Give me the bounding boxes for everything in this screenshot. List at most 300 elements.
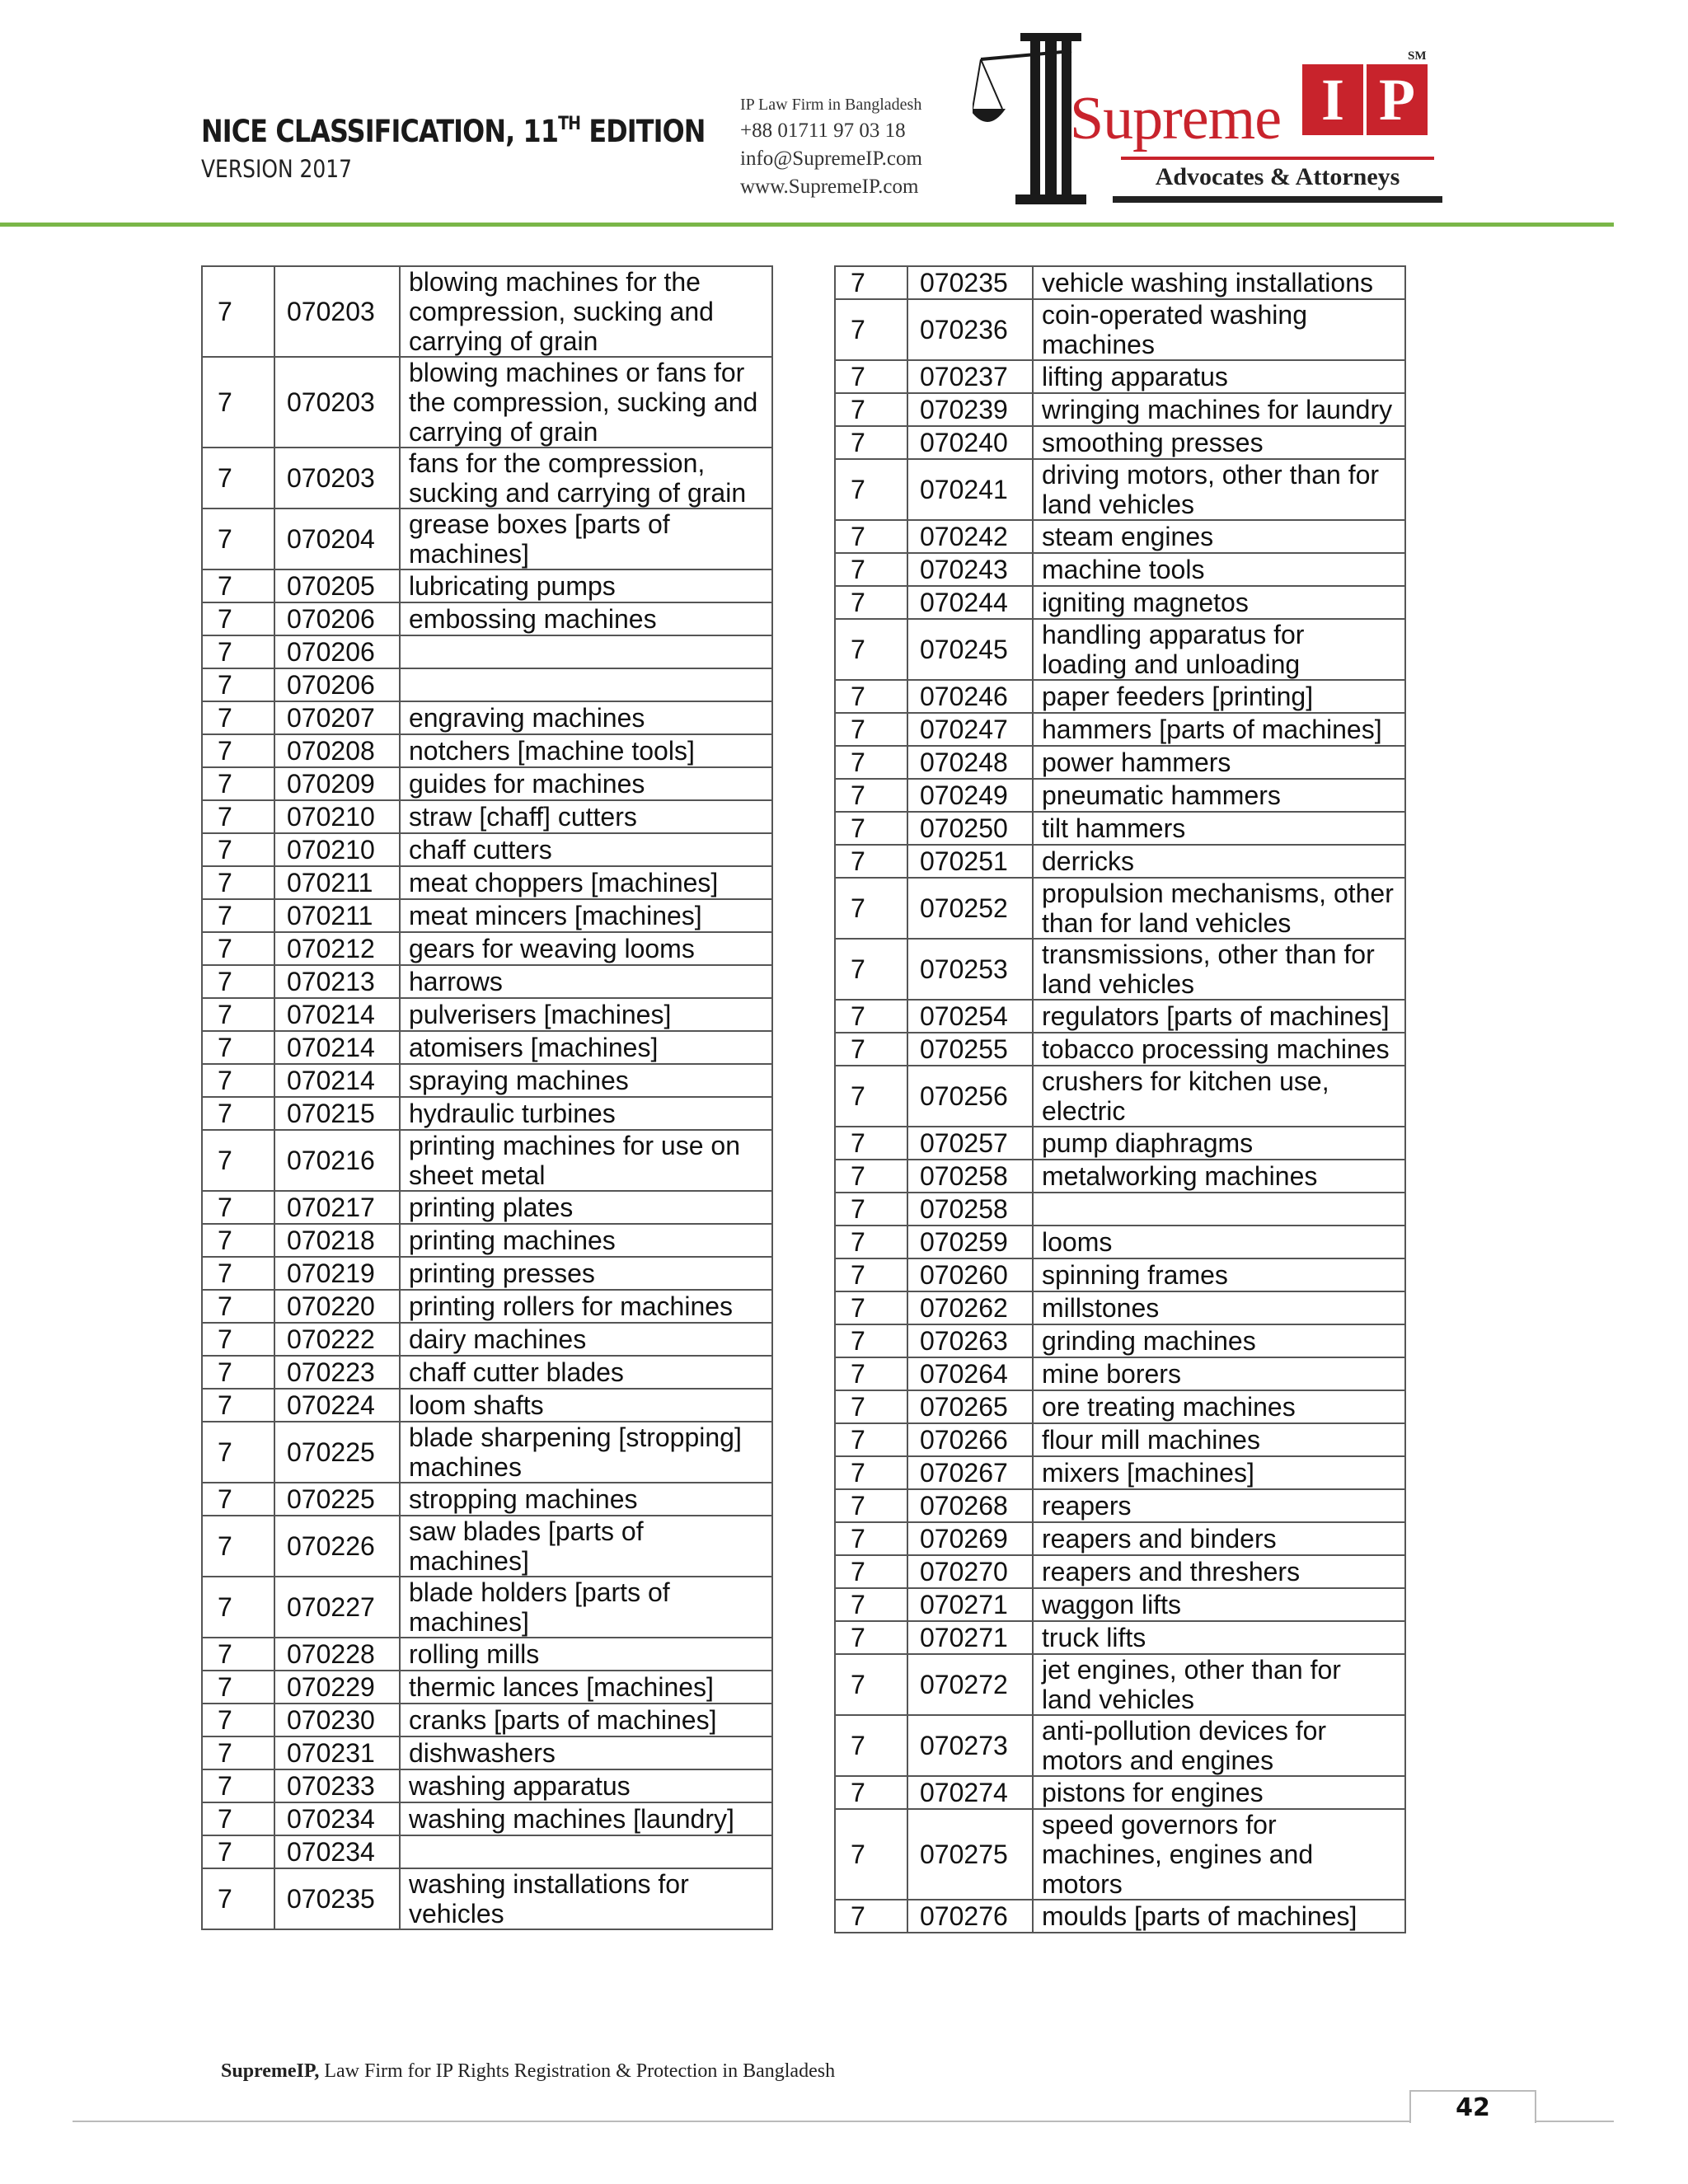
goods-description-cell: loom shafts: [400, 1389, 772, 1422]
goods-description-cell: crushers for kitchen use, electric: [1033, 1066, 1405, 1127]
contact-phone: +88 01711 97 03 18: [740, 120, 906, 142]
goods-description-cell: fans for the compression, sucking and carrying of grain: [400, 448, 772, 509]
goods-description-cell: flour mill machines: [1033, 1423, 1405, 1456]
base-number-cell: 070224: [274, 1389, 400, 1422]
table-row: [835, 1226, 1405, 1258]
base-number-cell: 070242: [907, 520, 1033, 553]
table-row: [835, 1066, 1405, 1127]
table-row: [835, 1900, 1405, 1933]
goods-description-cell: blowing machines or fans for the compression, sucking and carrying of grain: [400, 357, 772, 448]
base-number-cell: 070206: [274, 668, 400, 701]
base-number-cell: 070257: [907, 1127, 1033, 1160]
table-row: [835, 939, 1405, 1000]
class-number-cell: 7: [835, 1809, 907, 1900]
goods-description-cell: chaff cutter blades: [400, 1356, 772, 1389]
class-number-cell: 7: [835, 1900, 907, 1933]
table-row: [835, 553, 1405, 586]
base-number-cell: 070214: [274, 1064, 400, 1097]
class-number-cell: 7: [202, 800, 274, 833]
class-number-cell: 7: [202, 1422, 274, 1483]
table-row: [202, 800, 772, 833]
base-number-cell: 070244: [907, 586, 1033, 619]
goods-description-cell: smoothing presses: [1033, 426, 1405, 459]
class-number-cell: 7: [202, 1389, 274, 1422]
class-number-cell: 7: [835, 520, 907, 553]
class-number-cell: 7: [202, 1031, 274, 1064]
table-row: [835, 1193, 1405, 1226]
goods-description-cell: derricks: [1033, 845, 1405, 878]
table-row: [202, 767, 772, 800]
base-number-cell: 070259: [907, 1226, 1033, 1258]
table-row: [835, 1776, 1405, 1809]
base-number-cell: 070274: [907, 1776, 1033, 1809]
base-number-cell: 070258: [907, 1193, 1033, 1226]
goods-description-cell: reapers and threshers: [1033, 1555, 1405, 1588]
base-number-cell: 070223: [274, 1356, 400, 1389]
contact-email[interactable]: info@SupremeIP.com: [740, 148, 922, 170]
table-row: [835, 878, 1405, 939]
base-number-cell: 070205: [274, 569, 400, 602]
base-number-cell: 070212: [274, 932, 400, 965]
base-number-cell: 070237: [907, 360, 1033, 393]
table-row: [835, 1423, 1405, 1456]
base-number-cell: 070240: [907, 426, 1033, 459]
base-number-cell: 070241: [907, 459, 1033, 520]
table-row: [202, 1638, 772, 1671]
table-row: [202, 932, 772, 965]
base-number-cell: 070215: [274, 1097, 400, 1130]
base-number-cell: 070207: [274, 701, 400, 734]
table-row: [202, 266, 772, 357]
goods-description-cell: gears for weaving looms: [400, 932, 772, 965]
goods-description-cell: [400, 1835, 772, 1868]
class-number-cell: 7: [202, 998, 274, 1031]
base-number-cell: 070267: [907, 1456, 1033, 1489]
goods-description-cell: printing plates: [400, 1191, 772, 1224]
base-number-cell: 070255: [907, 1033, 1033, 1066]
table-row: [202, 1224, 772, 1257]
class-number-cell: 7: [835, 1776, 907, 1809]
class-number-cell: 7: [202, 899, 274, 932]
goods-description-cell: anti-pollution devices for motors and engines: [1033, 1715, 1405, 1776]
goods-description-cell: washing apparatus: [400, 1769, 772, 1802]
base-number-cell: 070272: [907, 1654, 1033, 1715]
base-number-cell: 070216: [274, 1130, 400, 1191]
base-number-cell: 070263: [907, 1324, 1033, 1357]
goods-description-cell: straw [chaff] cutters: [400, 800, 772, 833]
base-number-cell: 070262: [907, 1291, 1033, 1324]
base-number-cell: 070210: [274, 800, 400, 833]
goods-description-cell: washing installations for vehicles: [400, 1868, 772, 1929]
table-row: [202, 1323, 772, 1356]
page-number-box: [1409, 2090, 1536, 2123]
base-number-cell: 070239: [907, 393, 1033, 426]
base-number-cell: 070254: [907, 1000, 1033, 1033]
class-number-cell: 7: [202, 1224, 274, 1257]
base-number-cell: 070218: [274, 1224, 400, 1257]
table-row: [835, 1033, 1405, 1066]
table-row: [202, 1577, 772, 1638]
table-row: [202, 1097, 772, 1130]
class-number-cell: 7: [835, 1489, 907, 1522]
goods-description-cell: reapers and binders: [1033, 1522, 1405, 1555]
goods-description-cell: hydraulic turbines: [400, 1097, 772, 1130]
table-row: [202, 998, 772, 1031]
table-row: [202, 602, 772, 635]
table-row: [202, 509, 772, 569]
base-number-cell: 070271: [907, 1621, 1033, 1654]
table-row: [202, 1064, 772, 1097]
table-row: [202, 1671, 772, 1704]
class-number-cell: 7: [202, 1769, 274, 1802]
base-number-cell: 070247: [907, 713, 1033, 746]
goods-description-cell: pneumatic hammers: [1033, 779, 1405, 812]
table-row: [202, 668, 772, 701]
table-row: [835, 1809, 1405, 1900]
class-number-cell: 7: [835, 426, 907, 459]
goods-description-cell: blowing machines for the compression, sucking and carrying of grain: [400, 266, 772, 357]
goods-description-cell: notchers [machine tools]: [400, 734, 772, 767]
class-number-cell: 7: [835, 713, 907, 746]
base-number-cell: 070273: [907, 1715, 1033, 1776]
goods-description-cell: machine tools: [1033, 553, 1405, 586]
table-row: [202, 701, 772, 734]
goods-description-cell: dishwashers: [400, 1736, 772, 1769]
contact-block: [740, 92, 922, 201]
goods-description-cell: speed governors for machines, engines and motors: [1033, 1809, 1405, 1900]
class-number-cell: 7: [835, 779, 907, 812]
table-row: [202, 1356, 772, 1389]
goods-description-cell: pump diaphragms: [1033, 1127, 1405, 1160]
goods-description-cell: cranks [parts of machines]: [400, 1704, 772, 1736]
base-number-cell: 070270: [907, 1555, 1033, 1588]
goods-description-cell: grinding machines: [1033, 1324, 1405, 1357]
class-number-cell: 7: [835, 1588, 907, 1621]
class-number-cell: 7: [835, 1715, 907, 1776]
table-row: [835, 426, 1405, 459]
classification-table-left: [201, 265, 773, 1930]
goods-description-cell: chaff cutters: [400, 833, 772, 866]
table-row: [835, 1324, 1405, 1357]
base-number-cell: 070266: [907, 1423, 1033, 1456]
base-number-cell: 070269: [907, 1522, 1033, 1555]
class-number-cell: 7: [835, 939, 907, 1000]
base-number-cell: 070275: [907, 1809, 1033, 1900]
table-row: [202, 1483, 772, 1516]
base-number-cell: 070217: [274, 1191, 400, 1224]
class-number-cell: 7: [835, 1000, 907, 1033]
table-row: [835, 1489, 1405, 1522]
goods-description-cell: mine borers: [1033, 1357, 1405, 1390]
base-number-cell: 070203: [274, 266, 400, 357]
base-number-cell: 070220: [274, 1290, 400, 1323]
table-row: [202, 1868, 772, 1929]
title-suffix: EDITION: [580, 114, 706, 149]
table-row: [835, 845, 1405, 878]
class-number-cell: 7: [835, 1160, 907, 1193]
goods-description-cell: handling apparatus for loading and unloading: [1033, 619, 1405, 680]
class-number-cell: 7: [835, 746, 907, 779]
goods-description-cell: spinning frames: [1033, 1258, 1405, 1291]
service-mark: SM: [1408, 49, 1427, 63]
footer-divider: [73, 2121, 1614, 2122]
table-row: [835, 1715, 1405, 1776]
class-number-cell: 7: [835, 1258, 907, 1291]
base-number-cell: 070256: [907, 1066, 1033, 1127]
class-number-cell: 7: [835, 1193, 907, 1226]
base-number-cell: 070268: [907, 1489, 1033, 1522]
base-number-cell: 070250: [907, 812, 1033, 845]
class-number-cell: 7: [835, 812, 907, 845]
base-number-cell: 070228: [274, 1638, 400, 1671]
table-row: [835, 746, 1405, 779]
table-row: [202, 899, 772, 932]
footer-text: Law Firm for IP Rights Registration & Protection in Bangladesh: [319, 2060, 836, 2082]
goods-description-cell: harrows: [400, 965, 772, 998]
header-divider: [0, 223, 1614, 227]
class-number-cell: 7: [202, 1290, 274, 1323]
base-number-cell: 070227: [274, 1577, 400, 1638]
class-number-cell: 7: [835, 266, 907, 299]
table-row: [202, 1704, 772, 1736]
table-row: [202, 1389, 772, 1422]
base-number-cell: 070235: [274, 1868, 400, 1929]
base-number-cell: 070231: [274, 1736, 400, 1769]
table-row: [202, 1835, 772, 1868]
class-number-cell: 7: [202, 1356, 274, 1389]
class-number-cell: 7: [202, 1257, 274, 1290]
class-number-cell: 7: [202, 701, 274, 734]
goods-description-cell: atomisers [machines]: [400, 1031, 772, 1064]
goods-description-cell: guides for machines: [400, 767, 772, 800]
goods-description-cell: tilt hammers: [1033, 812, 1405, 845]
goods-description-cell: [400, 668, 772, 701]
table-row: [202, 1130, 772, 1191]
class-number-cell: 7: [202, 509, 274, 569]
table-row: [835, 266, 1405, 299]
table-row: [835, 1357, 1405, 1390]
base-number-cell: 070248: [907, 746, 1033, 779]
base-number-cell: 070230: [274, 1704, 400, 1736]
table-row: [202, 866, 772, 899]
goods-description-cell: lifting apparatus: [1033, 360, 1405, 393]
class-number-cell: 7: [202, 1516, 274, 1577]
class-number-cell: 7: [835, 553, 907, 586]
table-row: [202, 1802, 772, 1835]
goods-description-cell: driving motors, other than for land vehicles: [1033, 459, 1405, 520]
class-number-cell: 7: [835, 1033, 907, 1066]
base-number-cell: 070236: [907, 299, 1033, 360]
logo-wordmark: Supreme: [1070, 85, 1282, 152]
goods-description-cell: washing machines [laundry]: [400, 1802, 772, 1835]
table-row: [202, 569, 772, 602]
class-number-cell: 7: [202, 357, 274, 448]
goods-description-cell: jet engines, other than for land vehicles: [1033, 1654, 1405, 1715]
table-row: [202, 635, 772, 668]
table-row: [202, 1516, 772, 1577]
table-row: [835, 299, 1405, 360]
base-number-cell: 070253: [907, 939, 1033, 1000]
base-number-cell: 070219: [274, 1257, 400, 1290]
base-number-cell: 070208: [274, 734, 400, 767]
contact-tagline: IP Law Firm in Bangladesh: [740, 96, 922, 114]
goods-description-cell: igniting magnetos: [1033, 586, 1405, 619]
base-number-cell: 070209: [274, 767, 400, 800]
table-row: [202, 448, 772, 509]
table-row: [835, 586, 1405, 619]
title-superscript: TH: [558, 113, 581, 134]
class-number-cell: 7: [835, 1621, 907, 1654]
goods-description-cell: printing machines: [400, 1224, 772, 1257]
footer-brand: SupremeIP,: [221, 2060, 320, 2082]
base-number-cell: 070234: [274, 1835, 400, 1868]
class-number-cell: 7: [202, 1802, 274, 1835]
class-number-cell: 7: [202, 1577, 274, 1638]
goods-description-cell: meat choppers [machines]: [400, 866, 772, 899]
table-row: [835, 779, 1405, 812]
base-number-cell: 070226: [274, 1516, 400, 1577]
base-number-cell: 070214: [274, 1031, 400, 1064]
goods-description-cell: steam engines: [1033, 520, 1405, 553]
contact-website[interactable]: www.SupremeIP.com: [740, 176, 919, 198]
base-number-cell: 070211: [274, 866, 400, 899]
goods-description-cell: looms: [1033, 1226, 1405, 1258]
class-number-cell: 7: [835, 878, 907, 939]
base-number-cell: 070206: [274, 602, 400, 635]
class-number-cell: 7: [835, 1127, 907, 1160]
goods-description-cell: truck lifts: [1033, 1621, 1405, 1654]
class-number-cell: 7: [202, 1064, 274, 1097]
goods-description-cell: moulds [parts of machines]: [1033, 1900, 1405, 1933]
logo-letter-i: I: [1302, 64, 1363, 135]
class-number-cell: 7: [202, 602, 274, 635]
base-number-cell: 070222: [274, 1323, 400, 1356]
class-number-cell: 7: [835, 1291, 907, 1324]
table-row: [835, 812, 1405, 845]
page-title: [201, 114, 706, 149]
class-number-cell: 7: [202, 569, 274, 602]
goods-description-cell: [400, 635, 772, 668]
table-row: [202, 1290, 772, 1323]
table-row: [202, 1191, 772, 1224]
class-number-cell: 7: [202, 1483, 274, 1516]
goods-description-cell: engraving machines: [400, 701, 772, 734]
table-row: [202, 1736, 772, 1769]
goods-description-cell: pistons for engines: [1033, 1776, 1405, 1809]
table-row: [835, 459, 1405, 520]
goods-description-cell: pulverisers [machines]: [400, 998, 772, 1031]
goods-description-cell: vehicle washing installations: [1033, 266, 1405, 299]
table-row: [202, 734, 772, 767]
base-number-cell: 070213: [274, 965, 400, 998]
base-number-cell: 070225: [274, 1483, 400, 1516]
table-row: [835, 1522, 1405, 1555]
class-number-cell: 7: [202, 1868, 274, 1929]
goods-description-cell: propulsion mechanisms, other than for land vehicles: [1033, 878, 1405, 939]
class-number-cell: 7: [202, 932, 274, 965]
class-number-cell: 7: [202, 734, 274, 767]
page-number: 42: [1456, 2093, 1490, 2122]
class-number-cell: 7: [835, 1066, 907, 1127]
class-number-cell: 7: [202, 1323, 274, 1356]
class-number-cell: 7: [202, 448, 274, 509]
base-number-cell: 070246: [907, 680, 1033, 713]
goods-description-cell: blade holders [parts of machines]: [400, 1577, 772, 1638]
table-row: [835, 713, 1405, 746]
table-row: [202, 357, 772, 448]
goods-description-cell: tobacco processing machines: [1033, 1033, 1405, 1066]
base-number-cell: 070264: [907, 1357, 1033, 1390]
goods-description-cell: wringing machines for laundry: [1033, 393, 1405, 426]
table-row: [202, 1769, 772, 1802]
class-number-cell: 7: [835, 299, 907, 360]
class-number-cell: 7: [202, 965, 274, 998]
class-number-cell: 7: [835, 1423, 907, 1456]
class-number-cell: 7: [835, 1324, 907, 1357]
table-row: [835, 619, 1405, 680]
base-number-cell: 070203: [274, 448, 400, 509]
goods-description-cell: ore treating machines: [1033, 1390, 1405, 1423]
class-number-cell: 7: [202, 1835, 274, 1868]
goods-description-cell: saw blades [parts of machines]: [400, 1516, 772, 1577]
class-number-cell: 7: [835, 1456, 907, 1489]
goods-description-cell: waggon lifts: [1033, 1588, 1405, 1621]
base-number-cell: 070214: [274, 998, 400, 1031]
table-row: [835, 1160, 1405, 1193]
table-row: [202, 1422, 772, 1483]
base-number-cell: 070258: [907, 1160, 1033, 1193]
footer-note: [221, 2060, 835, 2083]
classification-table-right: [834, 265, 1406, 1933]
base-number-cell: 070234: [274, 1802, 400, 1835]
table-row: [835, 1291, 1405, 1324]
base-number-cell: 070276: [907, 1900, 1033, 1933]
class-number-cell: 7: [202, 266, 274, 357]
goods-description-cell: hammers [parts of machines]: [1033, 713, 1405, 746]
base-number-cell: 070265: [907, 1390, 1033, 1423]
base-number-cell: 070271: [907, 1588, 1033, 1621]
goods-description-cell: reapers: [1033, 1489, 1405, 1522]
goods-description-cell: embossing machines: [400, 602, 772, 635]
class-number-cell: 7: [202, 866, 274, 899]
base-number-cell: 070210: [274, 833, 400, 866]
class-number-cell: 7: [202, 1704, 274, 1736]
table-row: [202, 833, 772, 866]
class-number-cell: 7: [202, 1130, 274, 1191]
class-number-cell: 7: [202, 1671, 274, 1704]
goods-description-cell: [1033, 1193, 1405, 1226]
base-number-cell: 070260: [907, 1258, 1033, 1291]
class-number-cell: 7: [835, 1357, 907, 1390]
goods-description-cell: rolling mills: [400, 1638, 772, 1671]
class-number-cell: 7: [835, 393, 907, 426]
base-number-cell: 070249: [907, 779, 1033, 812]
firm-logo: [973, 33, 1451, 206]
class-number-cell: 7: [835, 1522, 907, 1555]
version-label: VERSION 2017: [201, 155, 353, 183]
class-number-cell: 7: [835, 619, 907, 680]
class-number-cell: 7: [202, 635, 274, 668]
base-number-cell: 070252: [907, 878, 1033, 939]
base-number-cell: 070229: [274, 1671, 400, 1704]
goods-description-cell: paper feeders [printing]: [1033, 680, 1405, 713]
table-row: [835, 1654, 1405, 1715]
base-number-cell: 070211: [274, 899, 400, 932]
table-row: [835, 1456, 1405, 1489]
goods-description-cell: metalworking machines: [1033, 1160, 1405, 1193]
class-number-cell: 7: [202, 1191, 274, 1224]
class-number-cell: 7: [835, 1654, 907, 1715]
